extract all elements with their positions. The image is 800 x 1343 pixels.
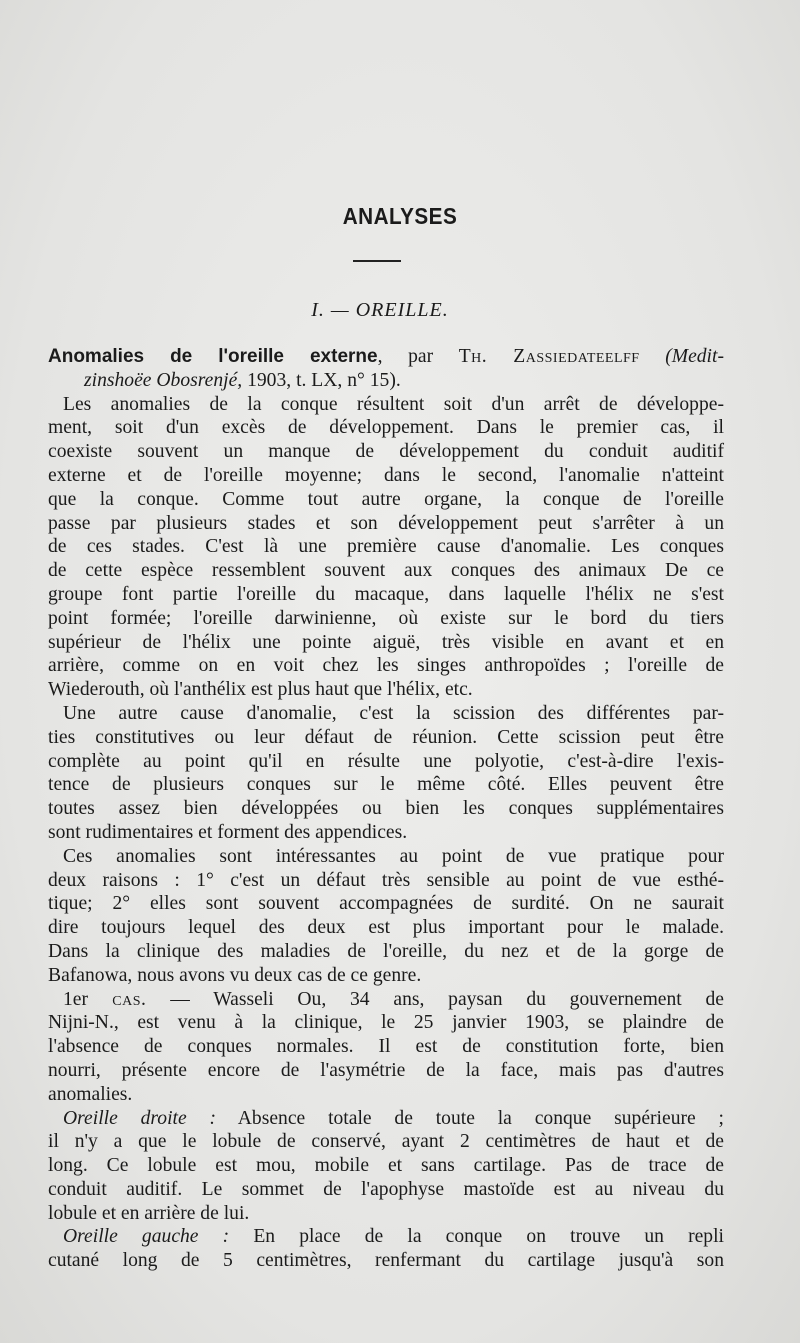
text-line: sont rudimentaires et forment des appendices. [48, 821, 408, 843]
article-journal-cont: zinshoëe Obosrenjé, [84, 369, 243, 391]
text-line: deux raisons : 1° c'est un défaut très sensible au point de vue esthé- [48, 869, 724, 891]
paragraph-lines [48, 393, 724, 988]
article-journal: (Medit- [665, 346, 724, 367]
article-by: , par [377, 346, 459, 367]
case1-label: 1er [63, 988, 89, 1010]
text-line: toutes assez bien développées ou bien les conques supplémentaires [48, 798, 724, 820]
text-line: Ces anomalies sont intéressantes au point de vue pratique pour [63, 845, 724, 867]
text-line: anomalies. [48, 1083, 133, 1105]
case1-first-line [48, 988, 724, 1012]
text-line: Une autre cause d'anomalie, c'est la scission des différentes par- [63, 702, 724, 724]
text-line: complète au point qu'il en résulte une polyotie, c'est-à-dire l'exis- [48, 750, 724, 772]
text-line: il n'y a que le lobule de conservé, ayant 2 centimètres de haut et de [48, 1131, 724, 1153]
text-line: coexiste souvent un manque de développement du conduit auditif [48, 441, 724, 463]
text-line: de ces stades. C'est là une première cause d'anomalie. Les conques [48, 536, 724, 558]
text-line: supérieur de l'hélix une pointe aiguë, très visible en avant et en [48, 631, 724, 653]
text-line: Dans la clinique des maladies de l'oreille, du nez et de la gorge de [48, 940, 724, 962]
case1-first-text: — Wasseli Ou, 34 ans, paysan du gouvernement de [146, 988, 724, 1010]
text-line: Nijni-N., est venu à la clinique, le 25 janvier 1903, se plaindre de [48, 1012, 724, 1034]
left-ear-first-line [48, 1225, 724, 1249]
text-line: externe et de l'oreille moyenne; dans le second, l'anomalie n'atteint [48, 464, 724, 486]
text-line: point formée; l'oreille darwinienne, où existe sur le bord du tiers [48, 607, 724, 629]
text-line: que la conque. Comme tout autre organe, la conque de l'oreille [48, 488, 724, 510]
article-title-line [48, 345, 724, 369]
text-line: de cette espèce ressemblent souvent aux conques des animaux De ce [48, 560, 724, 582]
right-ear-first-text: Absence totale de toute la conque supérieure ; [216, 1107, 724, 1129]
text-line: passe par plusieurs stades et son développement peut s'arrêter à un [48, 512, 724, 534]
text-line: dire toujours lequel des deux est plus important pour le malade. [48, 917, 724, 939]
text-line: Wiederouth, où l'anthélix est plus haut que l'hélix, etc. [48, 679, 473, 701]
article-body [48, 345, 724, 1273]
text-line: l'absence de conques normales. Il est de constitution forte, bien [48, 1036, 724, 1058]
article-ref: 1903, t. LX, n° 15). [242, 369, 401, 391]
text-line: Les anomalies de la conque résultent soit d'un arrêt de développe- [63, 393, 724, 415]
right-ear-label: Oreille droite : [63, 1107, 217, 1129]
text-line: Bafanowa, nous avons vu deux cas de ce genre. [48, 964, 422, 986]
text-line: cutané long de 5 centimètres, renfermant du cartilage jusqu'à son [48, 1250, 724, 1272]
article-citation-line [48, 369, 724, 393]
article-author: Th. Zassiedateelff [458, 346, 640, 367]
text-line: long. Ce lobule est mou, mobile et sans cartilage. Pas de trace de [48, 1155, 724, 1177]
left-ear-first-text: En place de la conque on trouve un repli [229, 1226, 724, 1248]
text-line: conduit auditif. Le sommet de l'apophyse mastoïde est au niveau du [48, 1178, 724, 1200]
text-line: tence de plusieurs conques sur le même côté. Elles peuvent être [48, 774, 724, 796]
text-line: ties constitutives ou leur défaut de réunion. Cette scission peut être [48, 726, 724, 748]
text-line: arrière, comme on en voit chez les singes anthropoïdes ; l'oreille de [48, 655, 724, 677]
text-line: nourri, présente encore de l'asymétrie de la face, mais pas d'autres [48, 1059, 724, 1081]
case1-label-sc: cas. [88, 988, 147, 1010]
article-title: Anomalies de l'oreille externe [48, 346, 378, 367]
right-ear-first-line [48, 1107, 724, 1131]
page-heading: ANALYSES [342, 203, 458, 229]
text-line: tique; 2° elles sont souvent accompagnées de surdité. On ne saurait [48, 893, 724, 915]
heading-divider [353, 260, 401, 262]
text-line: lobule et en arrière de lui. [48, 1202, 250, 1224]
left-ear-label: Oreille gauche : [63, 1226, 230, 1248]
text-line: groupe font partie l'oreille du macaque, dans laquelle l'hélix ne s'est [48, 583, 724, 605]
section-title: I. — OREILLE. [311, 299, 449, 321]
text-line: ment, soit d'un excès de développement. Dans le premier cas, il [48, 417, 724, 439]
